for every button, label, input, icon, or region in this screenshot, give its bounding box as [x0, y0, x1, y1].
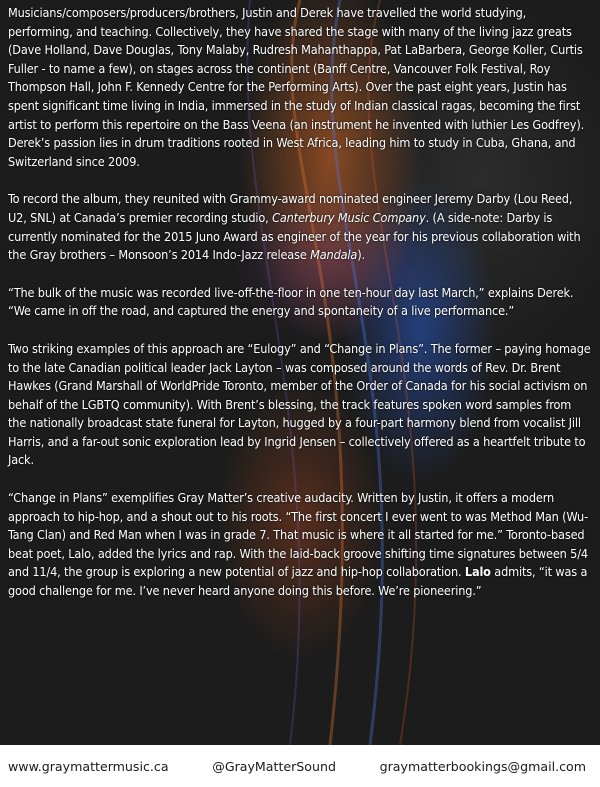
paragraph-recording-text-b: . (A side-note: Darby is currently nominated for the 2015 Juno Award as engineer of the year for his previous collaboration with the Gray brothers – Monsoon’s 2014 Indo-Jazz release — [8, 209, 581, 263]
email-link[interactable]: graymatterbookings@gmail.com — [379, 758, 586, 774]
paragraph-recording — [8, 190, 592, 264]
album-name: Mandala — [310, 247, 358, 263]
paragraph-bio: Musicians/composers/producers/brothers, Justin and Derek have travelled the world studying, performing, and teaching. Collectively, they have shared the stage with many of the living jazz greats (Dave Holland, Dave Douglas, Tony Malaby, Rudresh Mahanthappa, Pat LaBarbera, George Koller, Curtis Fuller - to name a few), on stages across the continent (Banff Centre, Vancouver Folk Festival, Roy Thompson Hall, John F. Kennedy Centre for the Performing Arts). Over the past eight years, Justin has spent significant time living in India, immersed in the study of Indian classical ragas, becoming the first artist to perform this repertoire on the Bass Veena (an instrument he invented with luthier Les Godfrey). Derek’s passion lies in drum traditions rooted in West Africa, leading him to study in Cuba, Ghana, and Switzerland since 2009. — [8, 5, 585, 169]
lalo-name: Lalo — [464, 564, 491, 580]
paragraph-change-in-plans — [8, 489, 592, 601]
paragraph-recording-text-c: ). — [357, 247, 365, 263]
website-link[interactable]: www.graymattermusic.ca — [8, 758, 169, 774]
paragraph-quote: “The bulk of the music was recorded live-off-the-floor in one ten-hour day last March,” explains Derek. “We came in off the road, and captured the energy and spontaneity of a live performance.” — [8, 284, 574, 319]
studio-name: Canterbury Music Company — [272, 209, 426, 225]
article-body — [8, 4, 592, 601]
social-handle[interactable]: @GrayMatterSound — [212, 758, 336, 774]
paragraph-change-text-b: admits, “it was a good challenge for me. I’ve never heard anyone doing this before. We’re pioneering.” — [8, 564, 588, 599]
footer-contact-bar — [0, 745, 600, 787]
paragraph-recording-text-a: To record the album, they reunited with Grammy-award nominated engineer Jeremy Darby (Lou Reed, U2, SNL) at Canada’s premier recording studio, — [8, 191, 573, 225]
paragraph-examples: Two striking examples of this approach are “Eulogy” and “Change in Plans”. The former – paying homage to the late Canadian political leader Jack Layton – was composed around the words of Rev. Dr. Brent Hawkes (Grand Marshall of WorldPride Toronto, member of the Order of Canada for his social activism on behalf of the LGBTQ community). With Brent’s blessing, the track features spoken word samples from the nationally broadcast state funeral for Layton, hugged by a four-part harmony blend from vocalist Jill Harris, and a far-out sonic exploration lead by Ingrid Jensen – collectively offered as a heartfelt tribute to Jack. — [8, 340, 591, 468]
paragraph-change-text-a: “Change in Plans” exemplifies Gray Matter’s creative audacity. Written by Justin, it offers a modern approach to hip-hop, and a shout out to his roots. “The first concert I ever went to was Method Man (Wu-Tang Clan) and Red Man when I was in grade 7. That music is where it all started for me.” Toronto-based beat poet, Lalo, added the lyrics and rap. With the laid-back groove shifting time signatures between 5/4 and 11/4, the group is exploring a new potential of jazz and hip-hop collaboration. — [8, 490, 589, 580]
